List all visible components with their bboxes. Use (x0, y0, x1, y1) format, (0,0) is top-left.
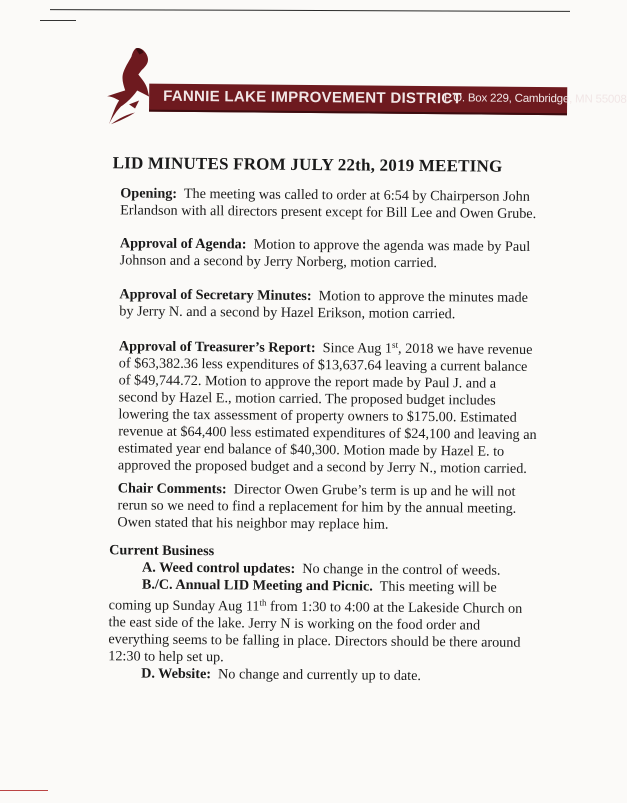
agenda-section (120, 235, 540, 273)
business-item-text: This meeting will be coming up Sunday Aug 11 (108, 578, 497, 615)
business-item-text: No change and currently up to date. (218, 666, 422, 685)
treasurer-text-continued: , 2018 we have revenue of $63,382.36 less expenditures of $13,637.64 leaving a current balance of $49,744.72. Motion to approve the report made by Paul J. and a second by Hazel E., motion carried. The proposed budget includes lowering the tax assessment of property owners to $175.00. Estimated revenue at $64,400 less estimated expenditures of $24,100 and leaving an estimated year end balance of $40,300. Motion made by Hazel E. to approved the proposed budget and a second by Jerry N., motion carried. (117, 340, 537, 477)
business-item-annual-meeting (108, 576, 539, 669)
current-business-heading: Current Business (109, 542, 215, 560)
treasurer-label: Approval of Treasurer’s Report: (118, 338, 316, 357)
treasurer-text: Since Aug 1 (322, 340, 393, 357)
opening-text: The meeting was called to order at 6:54 by Chairperson John Erlandson with all directors present except for Bill Lee and Owen Grube. (120, 185, 537, 222)
business-item-label: B./C. Annual LID Meeting and Picnic. (141, 576, 373, 595)
treasurer-superscript: st (392, 339, 399, 350)
business-item-text: No change in the control of weeds. (302, 560, 501, 579)
agenda-label: Approval of Agenda: (119, 235, 247, 253)
secretary-text: Motion to approve the minutes made by Jerry N. and a second by Hazel Erikson, motion carried. (119, 288, 528, 323)
business-item-superscript: th (259, 597, 267, 608)
business-item-website (108, 665, 538, 686)
opening-label: Opening: (120, 185, 178, 202)
secretary-label: Approval of Secretary Minutes: (119, 286, 312, 305)
secretary-section (119, 286, 539, 324)
chair-label: Chair Comments: (117, 480, 227, 498)
agenda-text: Motion to approve the agenda was made by Paul Johnson and a second by Jerry Norberg, motion carried. (119, 236, 531, 272)
business-item-label: A. Weed control updates: (141, 559, 296, 577)
page-title: LID MINUTES FROM JULY 22th, 2019 MEETING (112, 153, 503, 176)
letterhead (105, 44, 627, 132)
chair-text: Director Owen Grube’s term is up and he will not rerun so we need to find a replacement for him by the annual meeting. Owen stated that his neighbor may replace him. (117, 481, 517, 533)
opening-section (120, 185, 540, 223)
business-item-label: D. Website: (141, 665, 212, 683)
letterhead-banner (149, 84, 627, 116)
organization-address: P.O. Box 229, Cambridge, MN 55008 (444, 92, 627, 106)
chair-comments-section (117, 480, 537, 535)
organization-name: FANNIE LAKE IMPROVEMENT DISTRICT (163, 87, 462, 108)
treasurer-section (118, 334, 539, 478)
current-business-section (108, 542, 539, 686)
business-item-text-continued: from 1:30 to 4:00 at the Lakeside Church on the east side of the lake. Jerry N is working on the food order and everything seems to be falling in place. Directors should be there around 12:30 to help set up. (108, 598, 523, 666)
